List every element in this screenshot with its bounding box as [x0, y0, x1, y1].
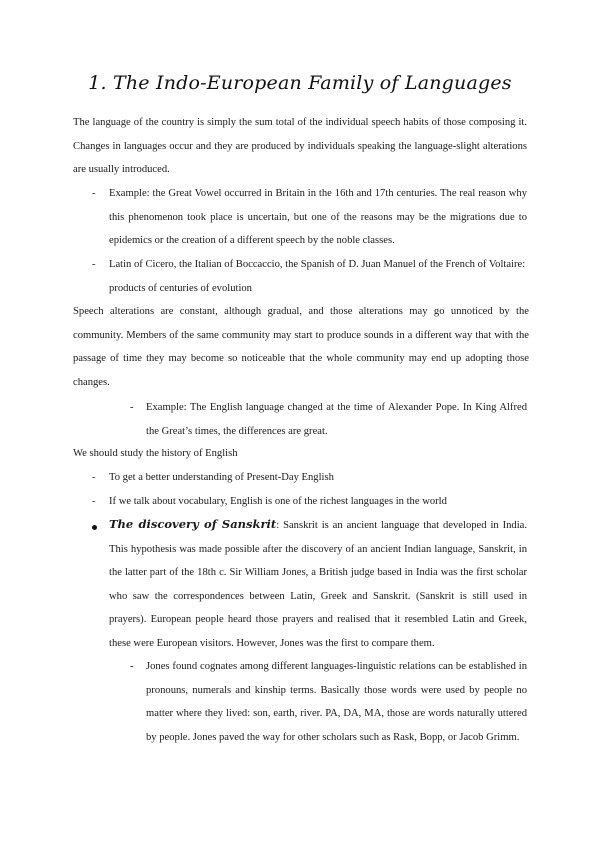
list-dash: -: [92, 188, 96, 199]
study-history-line: We should study the history of English: [73, 448, 238, 459]
list-item-present-day-english: To get a better understanding of Present-Day English: [109, 472, 334, 483]
list-item-jones-cognates: Jones found cognates among different languages-linguistic relations can be established in pronouns, numerals and kinship terms. Basically those words were used by people no matter where they lived: son, earth, river. PA, DA, MA, those are words naturally uttered by people. Jones paved the way for other scholars such as Rask, Bopp, or Jacob Grimm.: [146, 661, 527, 743]
page-title: 1. The Indo-European Family of Languages: [88, 72, 512, 94]
sanskrit-colon: :: [276, 520, 280, 531]
bullet-icon: [92, 525, 97, 530]
list-item-great-vowel: Example: the Great Vowel occurred in Britain in the 16th and 17th centuries. The real reason why this phenomenon took place is uncertain, but one of the reasons may be the migrations due to epidemics or the creation of a different speech by the noble classes.: [109, 188, 527, 247]
sanskrit-paragraph: [109, 513, 527, 656]
intro-paragraph: The language of the country is simply the sum total of the individual speech habits of those composing it. Changes in languages occur and they are produced by individuals speaking the language-slight alterations are usually introduced.: [73, 117, 527, 176]
sanskrit-text: Sanskrit is an ancient language that developed in India. This hypothesis was made possible after the discovery of an ancient Indian language, Sanskrit, in the latter part of the 18th c. Sir William Jones, a British judge based in India was the first scholar who saw the correspondences between Latin, Greek and Sanskrit. (Sanskrit is still used in prayers). European people heard those prayers and realised that it resembled Latin and Greek, these were European visitors. However, Jones was the first to compare them.: [109, 520, 527, 649]
list-item-vocabulary: If we talk about vocabulary, English is one of the richest languages in the world: [109, 496, 447, 507]
list-dash: -: [92, 259, 96, 270]
sanskrit-heading: The discovery of Sanskrit: [109, 517, 277, 531]
list-dash: -: [92, 472, 96, 483]
list-dash: -: [130, 402, 134, 413]
list-dash: -: [92, 496, 96, 507]
list-item-alexander-pope: Example: The English language changed at the time of Alexander Pope. In King Alfred the Great’s times, the differences are great.: [146, 402, 527, 437]
speech-alterations-paragraph: Speech alterations are constant, although gradual, and those alterations may go unnoticed by the community. Members of the same community may start to produce sounds in a different way that with the passage of time they may become so noticeable that the whole community may end up adopting those changes.: [73, 306, 529, 388]
list-dash: -: [130, 661, 134, 672]
list-item-latin-cicero: Latin of Cicero, the Italian of Boccaccio, the Spanish of D. Juan Manuel of the French of Voltaire: products of centuries of evolution: [109, 259, 526, 294]
